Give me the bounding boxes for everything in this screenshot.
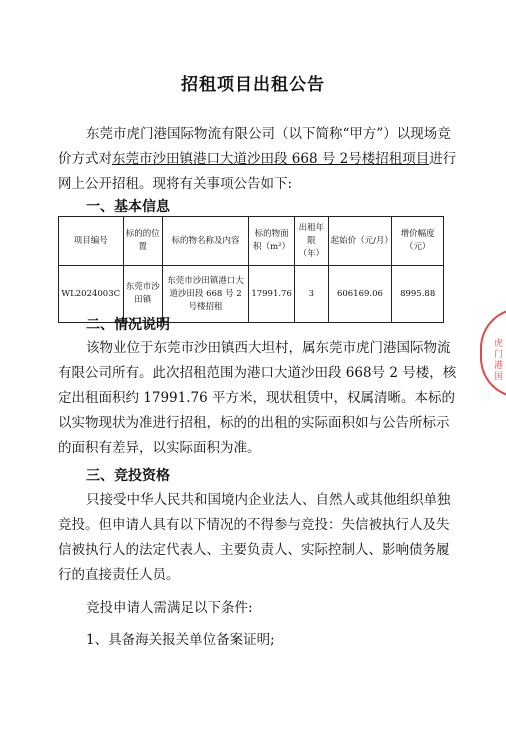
intro-text-after: 进行网上公开招租。现将有关事项公告如下: xyxy=(58,151,457,192)
header-location: 标的的位置 xyxy=(123,217,162,266)
cell-area: 17991.76 xyxy=(249,266,295,323)
conditions-intro xyxy=(58,596,460,621)
page-title: 招租项目出租公告 xyxy=(181,75,325,95)
cell-location: 东莞市沙田镇 xyxy=(123,266,162,323)
section-heading-eligibility: 三、竞投资格 xyxy=(86,468,170,484)
section-heading-basic-info: 一、基本信息 xyxy=(86,199,170,215)
header-term: 出租年限（年） xyxy=(295,217,328,266)
condition-item-1 xyxy=(58,628,460,653)
section-heading-description: 二、情况说明 xyxy=(86,317,170,333)
description-paragraph xyxy=(58,336,460,461)
eligibility-text: 只接受中华人民共和国境内企业法人、自然人或其他组织单独竞投。但申请人具有以下情况的不得参与竞投：失信被执行人及失信被执行人的法定代表人、主要负责人、实际控制人、影响债务履行的直接责任人员。 xyxy=(58,492,451,583)
condition-item-1-text: 1、具备海关报关单位备案证明; xyxy=(86,632,275,648)
cell-name: 东莞市沙田镇港口大道沙田段 668 号 2 号楼招租 xyxy=(163,266,249,323)
basic-info-table xyxy=(58,216,444,323)
header-start-price: 起始价（元/月） xyxy=(328,217,392,266)
intro-paragraph xyxy=(58,122,460,197)
conditions-intro-text: 竞投申请人需满足以下条件: xyxy=(86,600,253,616)
intro-text-before: 东莞市虎门港国际物流有限公司（以下简称“甲方”）以现场竞价方式对 xyxy=(58,126,451,167)
header-increment: 增价幅度（元） xyxy=(392,217,444,266)
cell-increment: 8995.88 xyxy=(392,266,444,323)
table-header-row xyxy=(59,217,444,266)
cell-term: 3 xyxy=(295,266,328,323)
cell-project-id: WL2024003C xyxy=(59,266,124,323)
header-name: 标的物名称及内容 xyxy=(163,217,249,266)
intro-project-name: 东莞市沙田镇港口大道沙田段 668 号 2号楼招租项目 xyxy=(112,151,430,167)
header-project-id: 项目编号 xyxy=(59,217,124,266)
cell-start-price: 606169.06 xyxy=(328,266,392,323)
header-area: 标的物面积（m²） xyxy=(249,217,295,266)
eligibility-paragraph xyxy=(58,488,460,588)
description-text: 该物业位于东莞市沙田镇西大坦村，属东莞市虎门港国际物流有限公司所有。此次招租范围为港口大道沙田段 668号 2 号楼，核定出租面积约 17991.76 平方米，现状租赁中，权属清晰。本标的以实物现状为准进行招租，标的的出租的实际面积如与公告所标示的面积有差异，以实际面积为准。 xyxy=(58,340,457,456)
company-seal-text: 虎门港国 xyxy=(492,338,502,382)
